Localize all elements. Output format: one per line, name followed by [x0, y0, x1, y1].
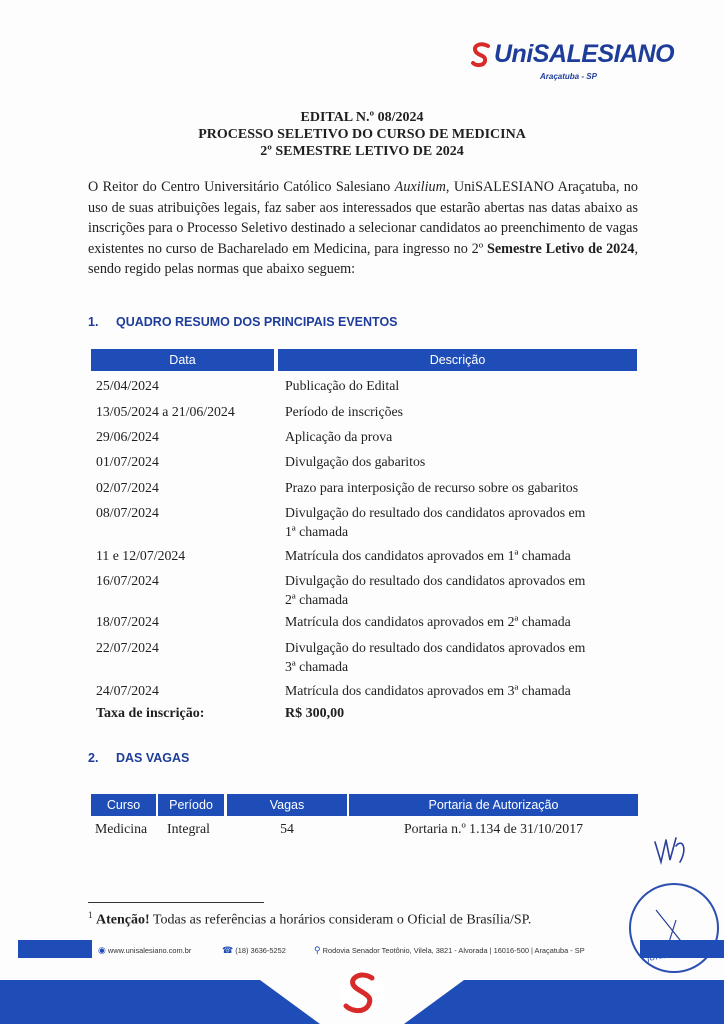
- footer-phone: [222, 945, 286, 956]
- footer-phone-text: (18) 3636-5252: [235, 946, 286, 955]
- event-description-line1: Aplicação da prova: [285, 429, 393, 444]
- event-date: 13/05/2024 a 21/06/2024: [96, 404, 235, 419]
- globe-icon: ◉: [98, 945, 106, 955]
- event-date: 29/06/2024: [96, 429, 159, 444]
- event-description-line1: Divulgação do resultado dos candidatos aprovados em: [285, 573, 586, 588]
- event-date: 18/07/2024: [96, 614, 159, 629]
- fee-value: R$ 300,00: [285, 706, 345, 721]
- section-1-number: 1.: [88, 315, 99, 329]
- salesiano-s-icon: [470, 42, 492, 68]
- edital-subtitle: PROCESSO SELETIVO DO CURSO DE MEDICINA: [198, 127, 526, 142]
- vagas-periodo: Integral: [167, 821, 210, 836]
- col-header-data: Data: [91, 349, 274, 371]
- section-2-title: DAS VAGAS: [116, 751, 190, 765]
- event-description-line1: Publicação do Edital: [285, 378, 400, 393]
- event-description-line1: Matrícula dos candidatos aprovados em 2ª chamada: [285, 614, 571, 629]
- col-header-periodo: Período: [158, 794, 224, 816]
- col-header-descricao: Descrição: [278, 349, 637, 371]
- edital-semester: 2º SEMESTRE LETIVO DE 2024: [260, 144, 464, 159]
- footnote-mark: 1: [88, 910, 93, 920]
- section-1-heading: [88, 315, 398, 329]
- event-description: [285, 638, 635, 676]
- event-description: [285, 427, 635, 446]
- event-description-line1: Divulgação do resultado dos candidatos aprovados em: [285, 640, 586, 655]
- event-date: 25/04/2024: [96, 378, 159, 393]
- event-date: 22/07/2024: [96, 640, 159, 655]
- section-2-number: 2.: [88, 751, 99, 765]
- event-description-line1: Prazo para interposição de recurso sobre os gabaritos: [285, 480, 579, 495]
- intro-text-1: O Reitor do Centro Universitário Católico Salesiano: [88, 179, 395, 195]
- col-header-vagas: Vagas: [227, 794, 347, 816]
- event-description: [285, 681, 635, 700]
- footnote: [88, 910, 531, 929]
- footer-website[interactable]: [98, 945, 191, 956]
- footer-address: [314, 945, 585, 956]
- event-description: [285, 452, 635, 471]
- intro-italic: Auxilium: [394, 179, 446, 195]
- fee-label: Taxa de inscrição:: [96, 706, 205, 721]
- event-date: 16/07/2024: [96, 573, 159, 588]
- footnote-bold: Atenção!: [96, 912, 150, 928]
- event-date: 24/07/2024: [96, 683, 159, 698]
- event-description: [285, 546, 635, 565]
- event-date: 02/07/2024: [96, 480, 159, 495]
- logo-name: UniSALESIANO: [494, 40, 675, 68]
- event-description: [285, 612, 635, 631]
- event-date: 01/07/2024: [96, 454, 159, 469]
- event-date: 11 e 12/07/2024: [96, 548, 186, 563]
- event-description: [285, 376, 635, 395]
- event-description-line1: Divulgação do resultado dos candidatos aprovados em: [285, 505, 586, 520]
- section-1-title: QUADRO RESUMO DOS PRINCIPAIS EVENTOS: [116, 315, 398, 329]
- event-date: 08/07/2024: [96, 505, 159, 520]
- intro-paragraph: [88, 177, 638, 280]
- intro-text-2: , UniSALESIANO Araçatuba, no uso de suas atribuições legais, faz saber aos interessados que estarão abertas nas datas abaixo as inscrições para o Processo Seletivo destinado a selecionar candidatos ao preenchimento de vagas existentes no curso de Bacharelado em Medicina, para ingresso no 2º: [88, 179, 638, 257]
- event-description: [285, 571, 635, 609]
- event-description-line1: Matrícula dos candidatos aprovados em 1ª chamada: [285, 548, 571, 563]
- vagas-curso: Medicina: [95, 821, 148, 836]
- logo-city: Araçatuba - SP: [540, 72, 597, 81]
- phone-icon: ☎: [222, 945, 234, 955]
- event-description-line2: 1ª chamada: [285, 524, 349, 539]
- event-description-line2: 3ª chamada: [285, 659, 349, 674]
- location-pin-icon: ⚲: [314, 945, 321, 955]
- event-description-line1: Divulgação dos gabaritos: [285, 454, 426, 469]
- vagas-portaria: Portaria n.º 1.134 de 31/10/2017: [403, 821, 584, 836]
- event-description-line2: 2ª chamada: [285, 592, 349, 607]
- col-header-portaria: Portaria de Autorização: [349, 794, 638, 816]
- footer-address-text: Rodovia Senador Teotônio, Vilela, 3821 - Alvorada | 16016-500 | Araçatuba - SP: [322, 946, 585, 955]
- event-description: [285, 503, 635, 541]
- vagas-quantidade: 54: [280, 821, 294, 836]
- section-2-heading: [88, 751, 189, 765]
- edital-number: EDITAL N.º 08/2024: [300, 110, 424, 125]
- intro-text-3: , sendo regido pelas normas que abaixo seguem:: [88, 240, 638, 277]
- unisalesiano-logo: [470, 40, 675, 90]
- event-description: [285, 478, 635, 497]
- event-description: [285, 402, 635, 421]
- col-header-curso: Curso: [91, 794, 156, 816]
- footnote-rule: [88, 902, 264, 903]
- footer-website-text: www.unisalesiano.com.br: [107, 946, 192, 955]
- footnote-text: Todas as referências a horários consideram o Oficial de Brasília/SP.: [149, 912, 532, 928]
- intro-bold: Semestre Letivo de 2024: [486, 240, 635, 257]
- event-description-line1: Período de inscrições: [285, 404, 404, 419]
- event-description-line1: Matrícula dos candidatos aprovados em 3ª chamada: [285, 683, 571, 698]
- signature-initials: [652, 832, 692, 868]
